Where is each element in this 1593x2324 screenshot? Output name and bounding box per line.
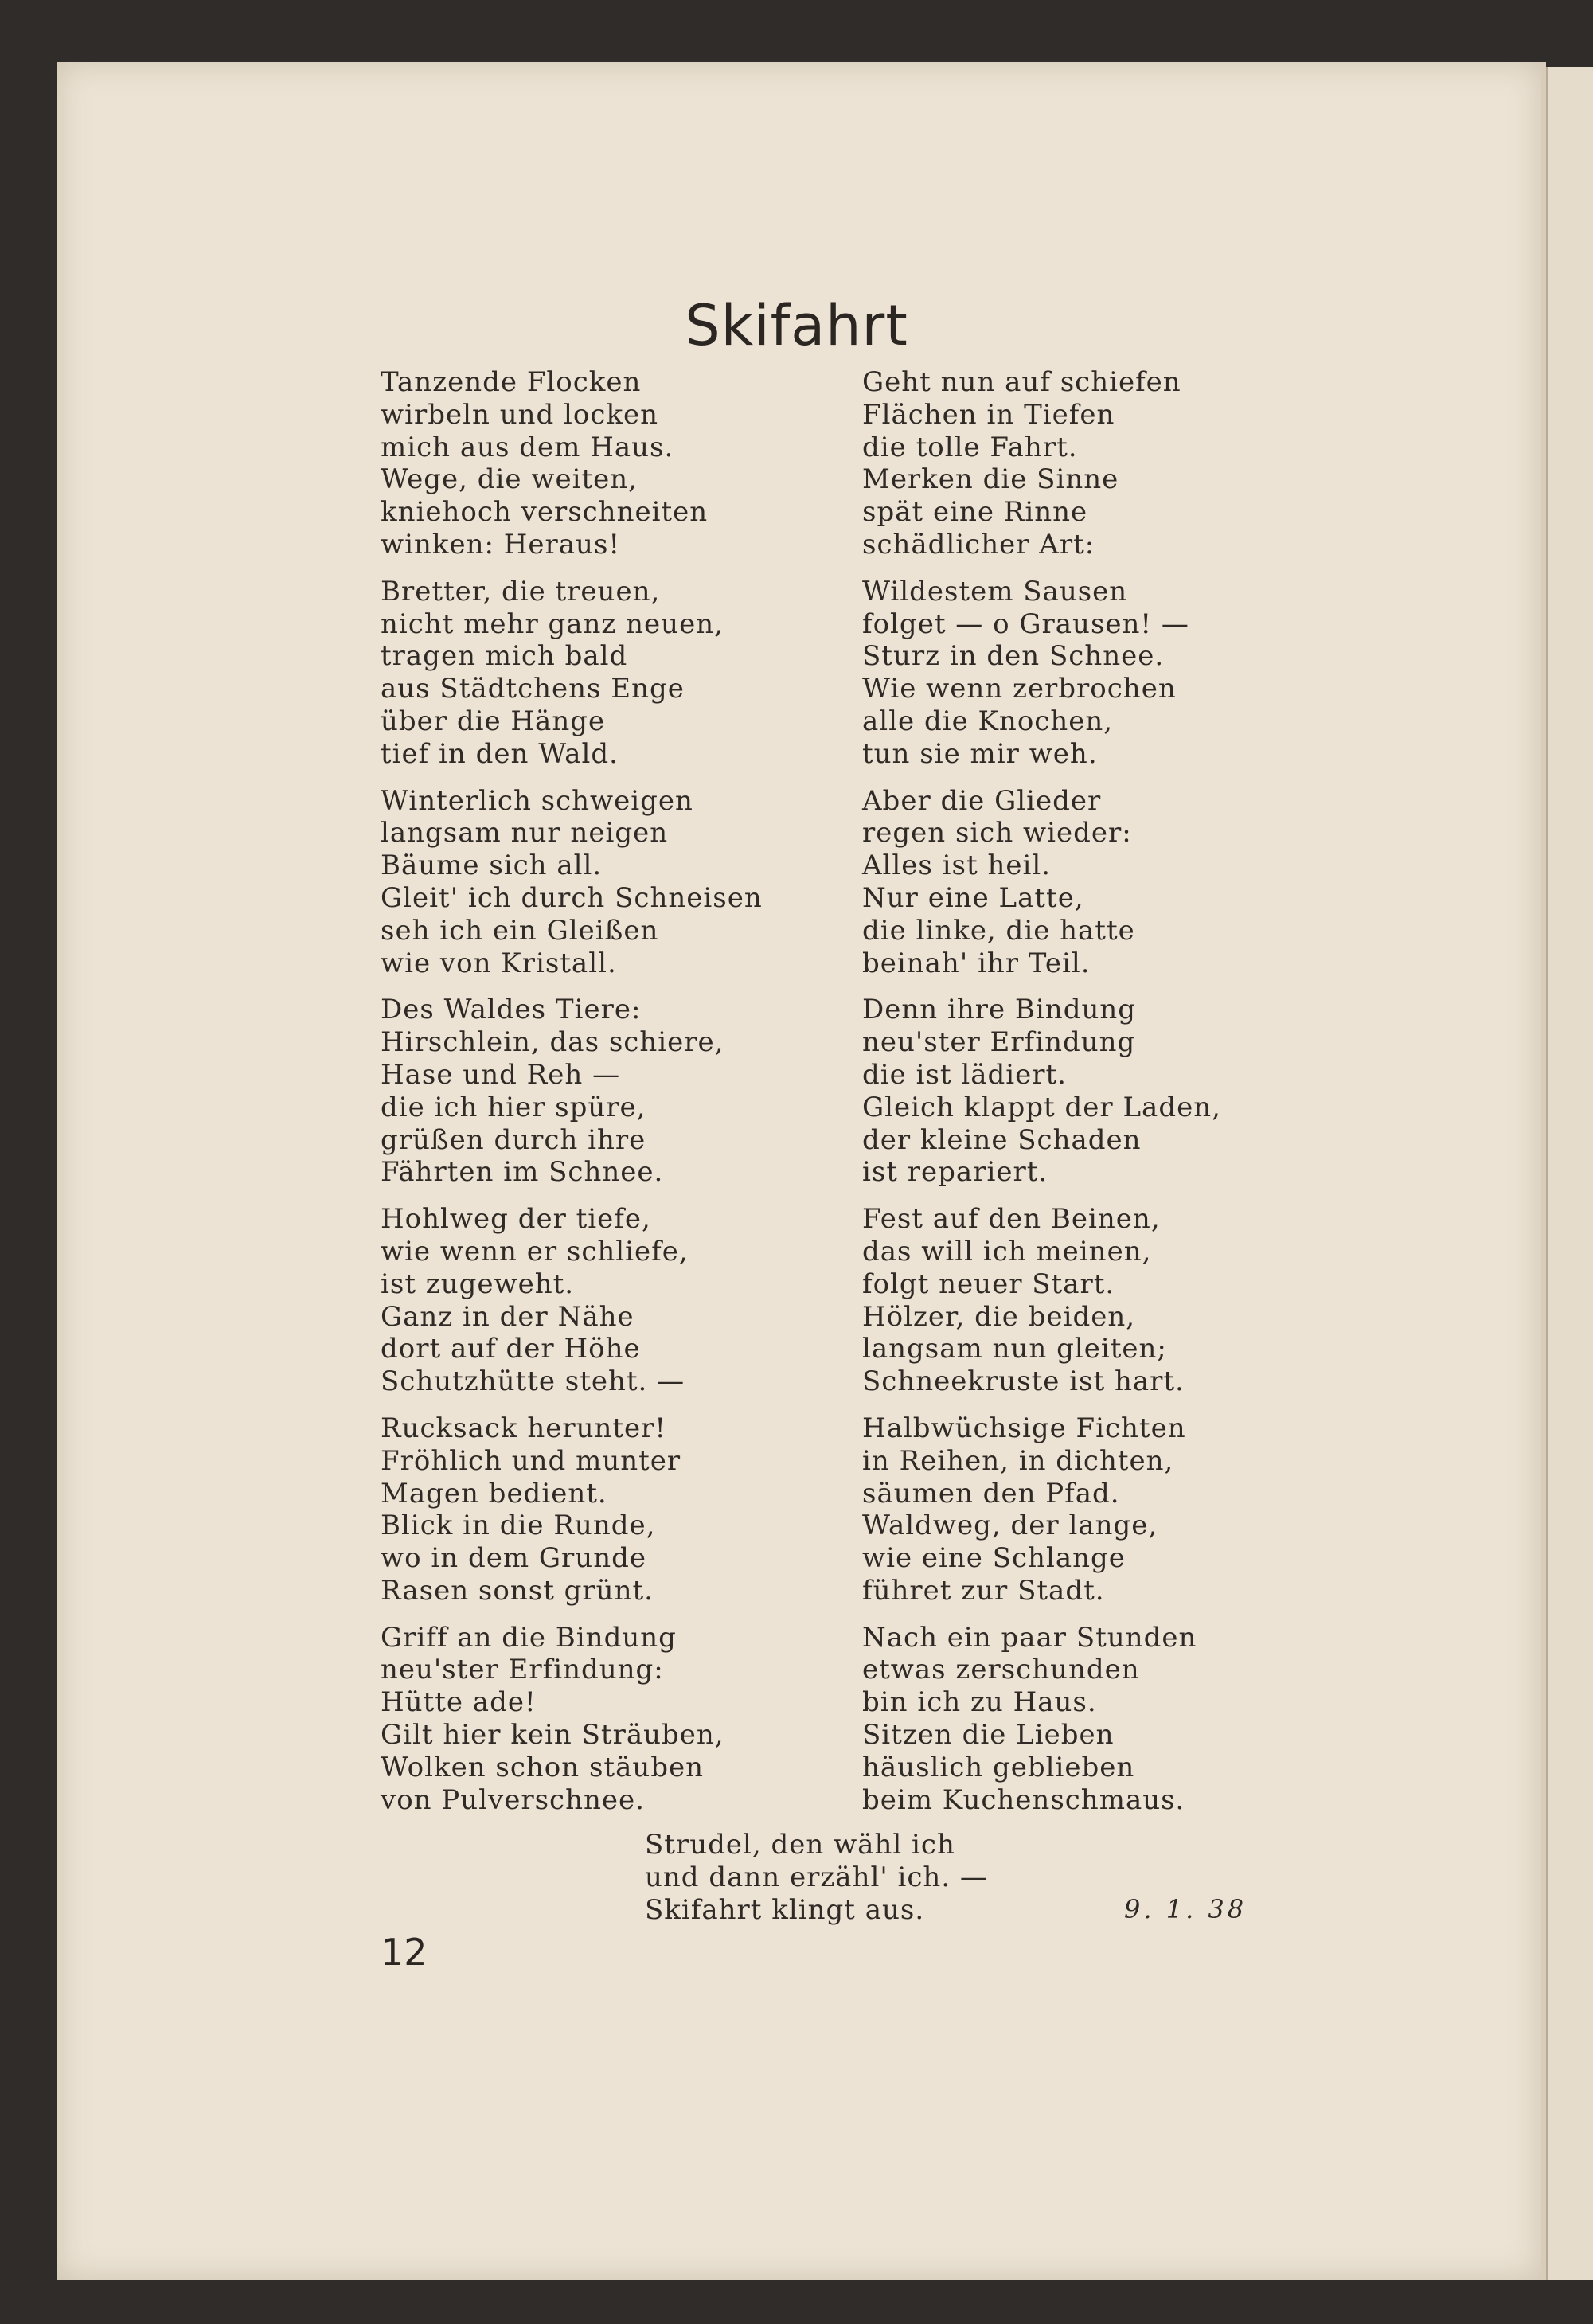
verse-line: dort auf der Höhe [381,1333,641,1365]
verse-line: aus Städtchens Enge [381,673,685,705]
verse-line: langsam nur neigen [381,817,669,850]
verse-line: Alles ist heil. [862,850,1052,882]
verse-line: nicht mehr ganz neuen, [381,607,724,640]
verse-line: Ganz in der Nähe [381,1300,634,1333]
verse-line: Bäume sich all. [381,850,603,882]
verse-line: Nach ein paar Stunden [862,1621,1197,1654]
verse-line: von Pulverschnee. [381,1783,645,1816]
verse-line: die linke, die hatte [862,914,1135,947]
verse-line: Geht nun auf schiefen [862,366,1181,398]
verse-line: seh ich ein Gleißen [381,914,659,947]
stanza [862,994,1221,1189]
stanza [862,1622,1221,1817]
stanza [862,576,1221,771]
verse-line: häuslich geblieben [862,1751,1135,1783]
verse-line: Fährten im Schnee. [381,1156,664,1189]
verse-line: Schneekruste ist hart. [862,1365,1185,1398]
verse-line: wie eine Schlange [862,1542,1126,1575]
verse-line: die ich hier spüre, [381,1091,646,1123]
verse-line: Hütte ade! [381,1686,537,1719]
verse-line: die tolle Fahrt. [862,431,1078,463]
stanza [381,1203,763,1398]
verse-line: das will ich meinen, [862,1235,1152,1267]
verse-line: wo in dem Grunde [381,1542,646,1575]
verse-line: der kleine Schaden [862,1123,1142,1156]
verse-line: Griff an die Bindung [381,1621,677,1654]
verse-line: Winterlich schweigen [381,784,693,817]
verse-line: über die Hänge [381,705,606,737]
verse-line: Aber die Glieder [862,784,1102,817]
stanza [381,366,763,561]
verse-line: Rucksack herunter! [381,1412,667,1444]
stanza [381,576,763,771]
verse-line: langsam nun gleiten; [862,1333,1167,1365]
verse-line: Hirschlein, das schiere, [381,1026,724,1059]
facing-page-edge [1546,67,1593,2280]
stanza [862,785,1221,980]
verse-line: tragen mich bald [381,640,628,673]
verse-line: Bretter, die treuen, [381,575,661,607]
verse-line: grüßen durch ihre [381,1123,646,1156]
verse-line: Gleit' ich durch Schneisen [381,881,763,914]
verse-line: neu'ster Erfindung [862,1026,1136,1059]
stanza [381,1622,763,1817]
verse-line: Denn ihre Bindung [862,994,1137,1026]
verse-line: Skifahrt klingt aus. [645,1893,925,1926]
verse-line: Magen bedient. [381,1477,607,1510]
verse-line: Flächen in Tiefen [862,398,1115,431]
verse-line: Gilt hier kein Sträuben, [381,1719,724,1752]
verse-line: säumen den Pfad. [862,1477,1120,1510]
verse-line: Fest auf den Beinen, [862,1203,1161,1236]
verse-line: Hölzer, die beiden, [862,1300,1136,1333]
verse-line: Wege, die weiten, [381,463,638,496]
verse-line: wie von Kristall. [381,947,617,979]
poem-right-column [862,366,1221,1830]
stanza [862,366,1221,561]
verse-line: etwas zerschunden [862,1654,1140,1686]
page-number: 12 [381,1931,428,1974]
verse-line: tun sie mir weh. [862,737,1098,770]
poem-left-column [381,366,763,1830]
verse-line: Des Waldes Tiere: [381,994,642,1026]
verse-line: tief in den Wald. [381,737,619,770]
verse-line: Wie wenn zerbrochen [862,673,1177,705]
verse-line: regen sich wieder: [862,817,1132,850]
verse-line: Sturz in den Schnee. [862,640,1165,673]
verse-line: Blick in die Runde, [381,1510,656,1542]
verse-line: Wolken schon stäuben [381,1751,705,1783]
verse-line: beim Kuchenschmaus. [862,1783,1185,1816]
verse-line: Tanzende Flocken [381,366,642,398]
verse-line: Strudel, den wähl ich [645,1829,955,1861]
verse-line: Rasen sonst grünt. [381,1574,654,1607]
stanza [381,1412,763,1607]
verse-line: und dann erzähl' ich. — [645,1861,988,1893]
verse-line: Halbwüchsige Fichten [862,1412,1186,1444]
verse-line: alle die Knochen, [862,705,1114,737]
book-page [57,62,1546,2280]
verse-line: beinah' ihr Teil. [862,947,1091,979]
stanza [381,994,763,1189]
verse-line: Gleich klappt der Laden, [862,1091,1221,1123]
verse-line: Wildestem Sausen [862,575,1128,607]
verse-line: winken: Heraus! [381,528,621,560]
verse-line: in Reihen, in dichten, [862,1444,1174,1477]
verse-line: Hohlweg der tiefe, [381,1203,651,1236]
verse-line: Hase und Reh — [381,1058,621,1091]
poem-date: 9. 1. 38 [1124,1894,1247,1924]
poem-title: Skifahrt [685,293,908,358]
verse-line: wie wenn er schliefe, [381,1235,689,1267]
stanza [862,1203,1221,1398]
verse-line: die ist lädiert. [862,1058,1067,1091]
verse-line: Schutzhütte steht. — [381,1365,685,1398]
verse-line: ist repariert. [862,1156,1048,1189]
verse-line: wirbeln und locken [381,398,659,431]
verse-line: kniehoch verschneiten [381,496,709,529]
verse-line: neu'ster Erfindung: [381,1654,664,1686]
verse-line: Nur eine Latte, [862,881,1084,914]
verse-line: führet zur Stadt. [862,1574,1105,1607]
verse-line: mich aus dem Haus. [381,431,674,463]
verse-line: Sitzen die Lieben [862,1719,1115,1752]
verse-line: bin ich zu Haus. [862,1686,1097,1719]
verse-line: Merken die Sinne [862,463,1119,496]
verse-line: schädlicher Art: [862,528,1095,560]
poem-closing-stanza [645,1829,988,1926]
verse-line: folgt neuer Start. [862,1267,1115,1300]
verse-line: folget — o Grausen! — [862,607,1189,640]
verse-line: Waldweg, der lange, [862,1510,1158,1542]
stanza [381,785,763,980]
verse-line: spät eine Rinne [862,496,1088,529]
verse-line: Fröhlich und munter [381,1444,681,1477]
stanza [862,1412,1221,1607]
verse-line: ist zugeweht. [381,1267,575,1300]
